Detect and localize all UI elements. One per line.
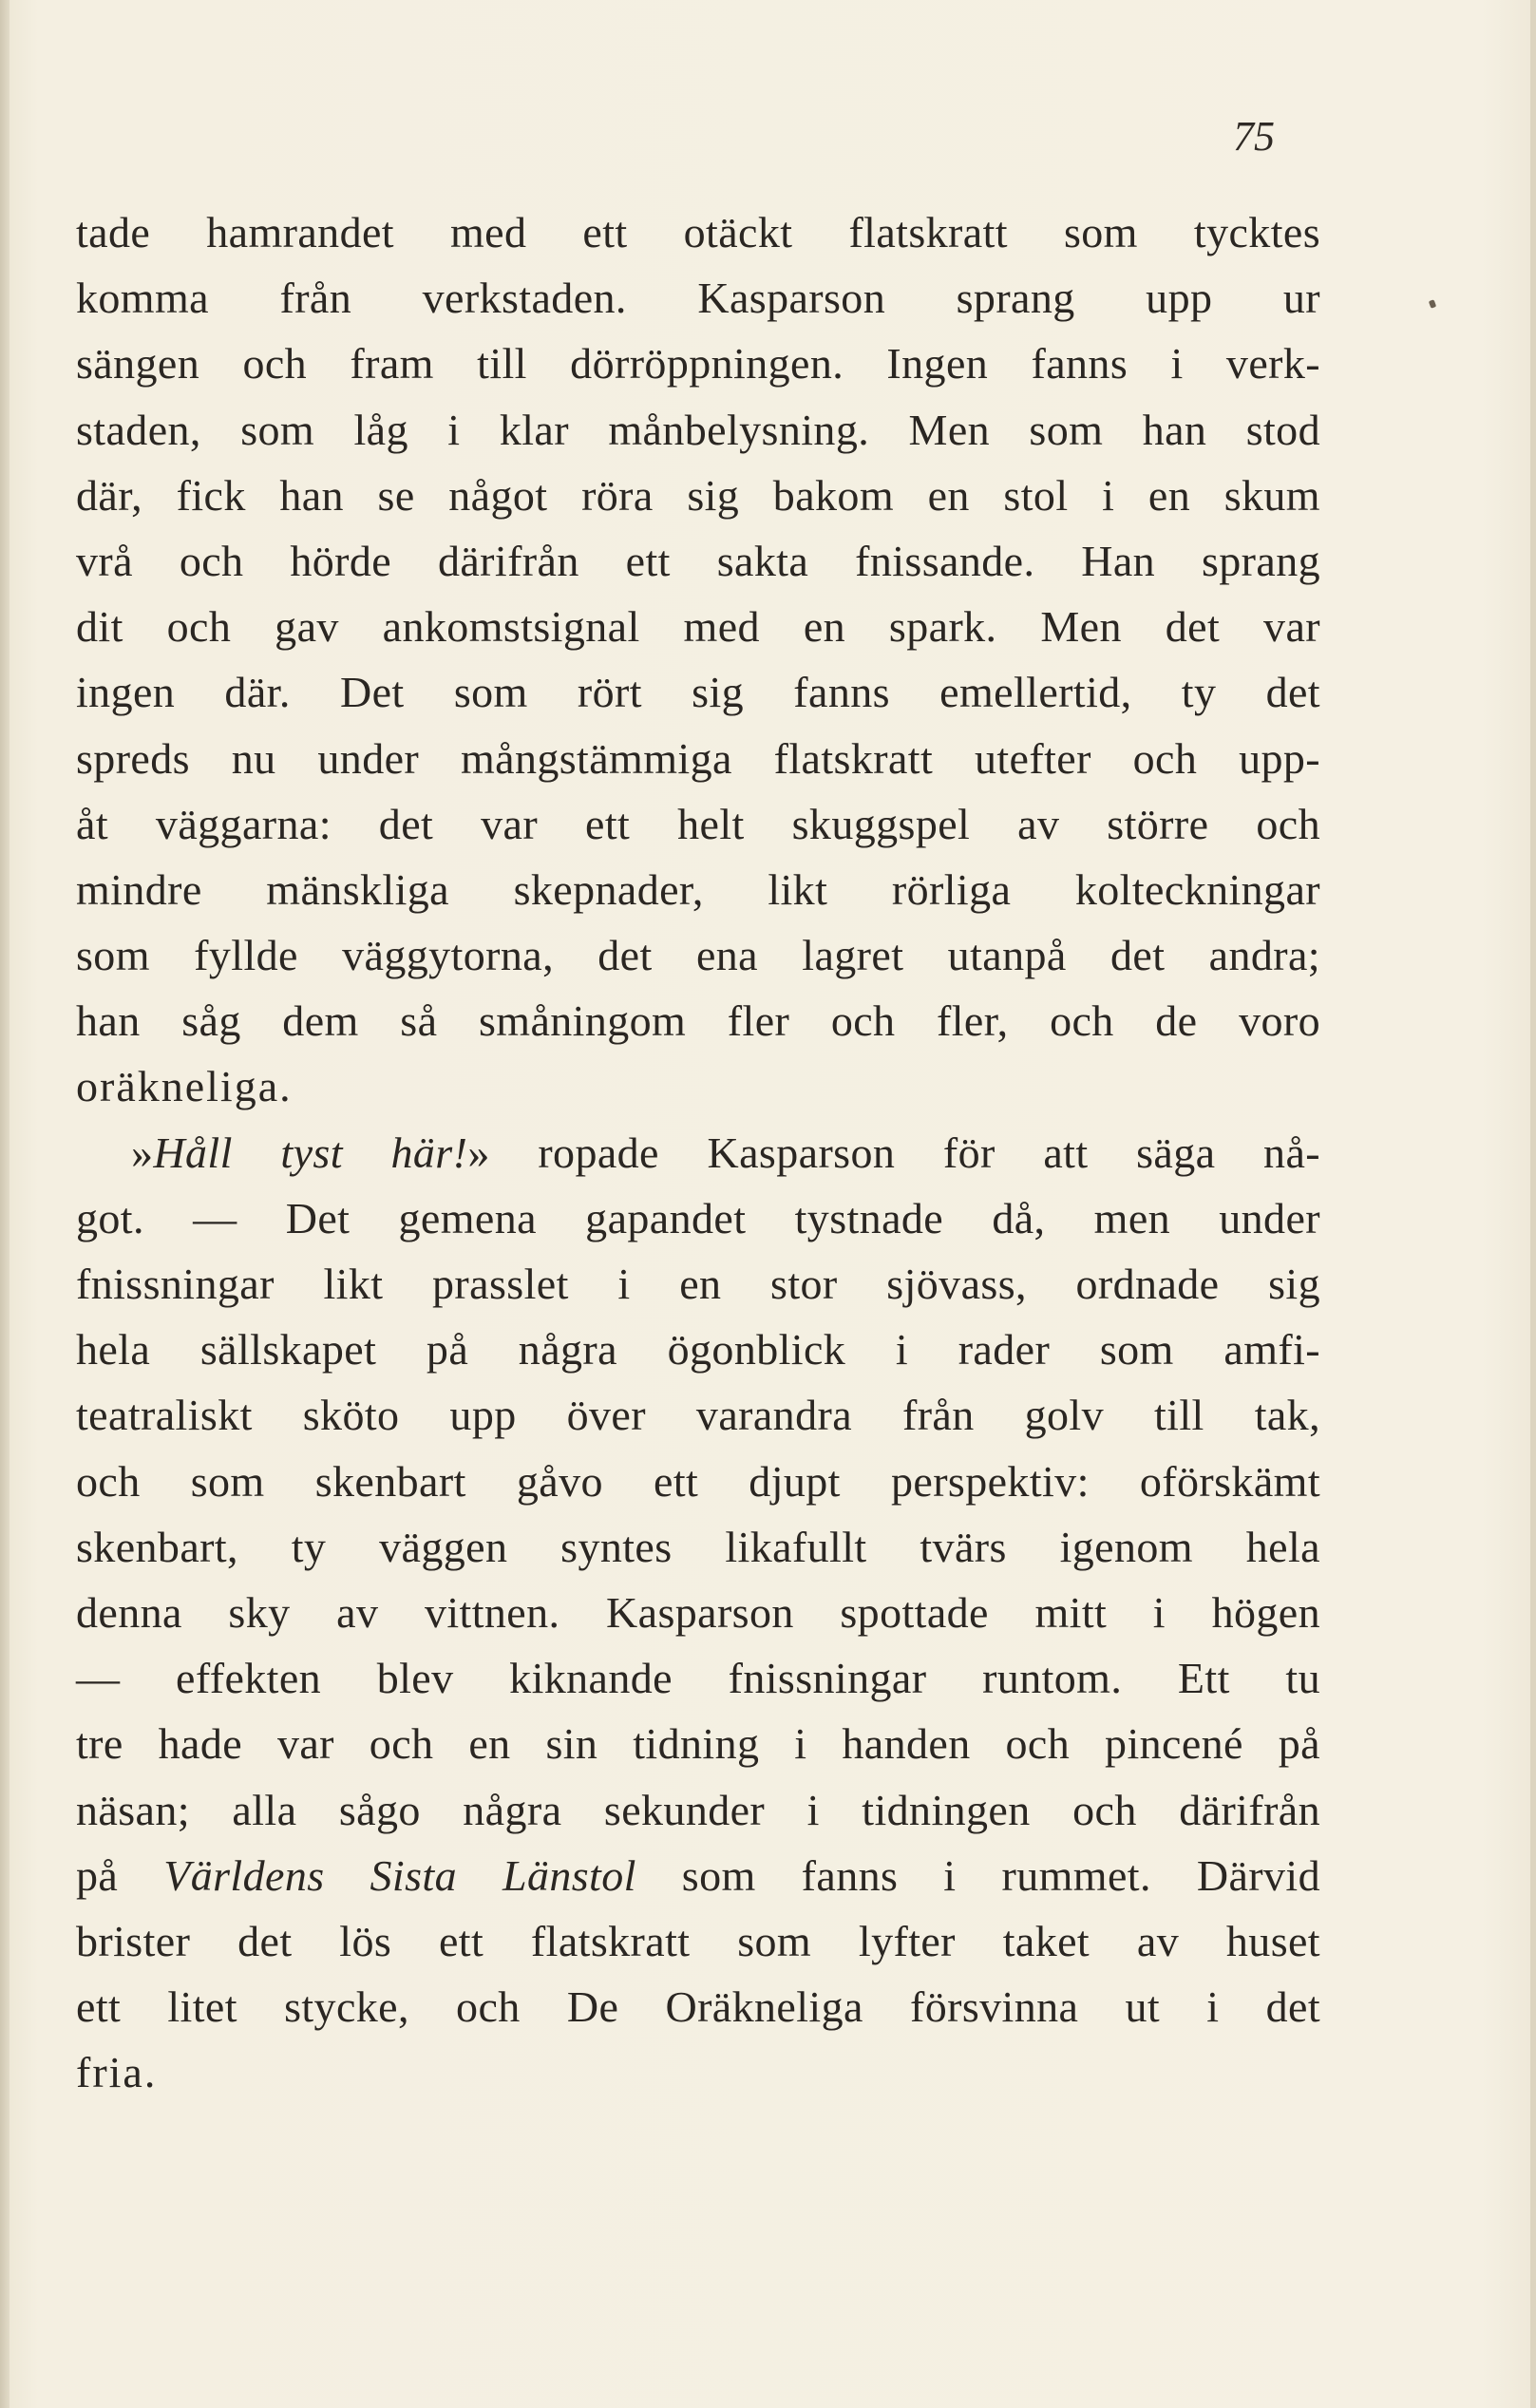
text-segment: på bbox=[76, 1850, 164, 1900]
text-segment: staden, som låg i klar månbelysning. Men som han stod bbox=[76, 405, 1320, 454]
text-segment: » ropade Kasparson för att säga nå- bbox=[467, 1128, 1320, 1177]
text-line bbox=[76, 1843, 1320, 1908]
text-segment: fria. bbox=[76, 2048, 158, 2097]
text-line bbox=[76, 1908, 1320, 1974]
text-segment: » bbox=[131, 1128, 154, 1177]
text-line bbox=[76, 1053, 1320, 1119]
text-segment: oräkneliga. bbox=[76, 1062, 293, 1111]
text-segment: komma från verkstaden. Kasparson sprang upp ur bbox=[76, 274, 1320, 323]
text-segment: som fyllde väggytorna, det ena lagret utanpå det andra; bbox=[76, 931, 1320, 980]
text-segment: got. — Det gemena gapandet tystnade då, men under bbox=[76, 1193, 1320, 1242]
text-segment: där, fick han se något röra sig bakom en stol i en skum bbox=[76, 470, 1320, 520]
text-segment: näsan; alla sågo några sekunder i tidningen och därifrån bbox=[76, 1785, 1320, 1834]
page-number: 75 bbox=[1233, 113, 1275, 160]
text-segment: fnissningar likt prasslet i en stor sjövass, ordnade sig bbox=[76, 1260, 1320, 1308]
text-line bbox=[76, 199, 1320, 265]
text-segment: tade hamrandet med ett otäckt flatskratt som tycktes bbox=[76, 208, 1320, 256]
text-segment: teatraliskt sköto upp över varandra från golv till tak, bbox=[76, 1391, 1320, 1440]
text-segment: åt väggarna: det var ett helt skuggspel av större och bbox=[76, 799, 1320, 848]
text-line bbox=[76, 1120, 1320, 1185]
text-segment: spreds nu under mångstämmiga flatskratt utefter och upp- bbox=[76, 733, 1320, 783]
text-segment: och som skenbart gåvo ett djupt perspektiv: oförskämt bbox=[76, 1456, 1320, 1506]
text-line bbox=[76, 659, 1320, 725]
text-segment: denna sky av vittnen. Kasparson spottade mitt i högen bbox=[76, 1587, 1320, 1637]
text-line bbox=[76, 594, 1320, 659]
ink-speck bbox=[1429, 299, 1436, 309]
text-line bbox=[76, 1645, 1320, 1711]
text-line bbox=[76, 1317, 1320, 1382]
text-segment: ingen där. Det som rört sig fanns emellertid, ty det bbox=[76, 668, 1320, 717]
binding-edge bbox=[0, 0, 9, 2408]
text-segment: brister det lös ett flatskratt som lyfter taket av huset bbox=[76, 1916, 1320, 1965]
text-segment: vrå och hörde därifrån ett sakta fnissande. Han sprang bbox=[76, 536, 1320, 585]
text-line bbox=[76, 988, 1320, 1053]
text-line bbox=[76, 1185, 1320, 1251]
text-line bbox=[76, 1777, 1320, 1843]
body-text bbox=[76, 199, 1320, 2105]
text-line bbox=[76, 857, 1320, 922]
text-line bbox=[76, 1251, 1320, 1317]
text-segment: — effekten blev kiknande fnissningar runtom. Ett tu bbox=[76, 1654, 1320, 1703]
text-line bbox=[76, 1382, 1320, 1448]
text-segment: dit och gav ankomstsignal med en spark. Men det var bbox=[76, 602, 1320, 652]
text-line bbox=[76, 2039, 1320, 2105]
text-line bbox=[76, 397, 1320, 463]
text-line bbox=[76, 1514, 1320, 1580]
text-segment: ett litet stycke, och De Oräkneliga försvinna ut i det bbox=[76, 1982, 1320, 2032]
text-line bbox=[76, 1449, 1320, 1514]
text-line bbox=[76, 331, 1320, 396]
text-line bbox=[76, 1711, 1320, 1776]
text-line bbox=[76, 1580, 1320, 1645]
text-segment: tre hade var och en sin tidning i handen och pincené på bbox=[76, 1719, 1320, 1769]
text-line bbox=[76, 463, 1320, 528]
text-line bbox=[76, 1974, 1320, 2039]
text-line bbox=[76, 922, 1320, 988]
text-line bbox=[76, 726, 1320, 791]
text-line bbox=[76, 265, 1320, 331]
text-segment: mindre mänskliga skepnader, likt rörliga kolteckningar bbox=[76, 864, 1320, 914]
text-segment: han såg dem så småningom fler och fler, och de voro bbox=[76, 996, 1320, 1046]
text-segment: sängen och fram till dörröppningen. Ingen fanns i verk- bbox=[76, 339, 1320, 389]
text-line bbox=[76, 791, 1320, 857]
italic-text: Håll tyst här! bbox=[153, 1128, 468, 1177]
page-edge bbox=[1530, 0, 1536, 2408]
italic-text: Världens Sista Länstol bbox=[163, 1850, 636, 1900]
text-segment: hela sällskapet på några ögonblick i rader som amfi- bbox=[76, 1325, 1320, 1375]
text-segment: skenbart, ty väggen syntes likafullt tvärs igenom hela bbox=[76, 1522, 1320, 1571]
text-segment: som fanns i rummet. Därvid bbox=[635, 1850, 1320, 1900]
text-line bbox=[76, 528, 1320, 594]
